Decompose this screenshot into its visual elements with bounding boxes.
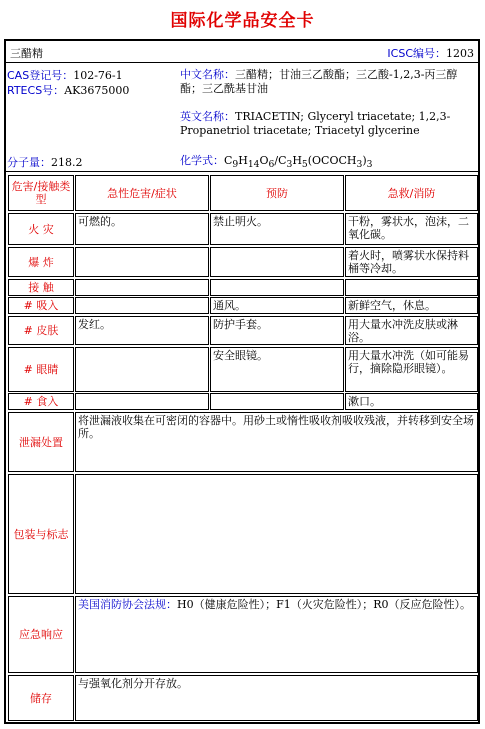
row-type-skin: # 皮肤 (8, 316, 74, 345)
emergency-text-cell (75, 596, 478, 673)
packing-label: 包装与标志 (8, 474, 74, 594)
cn-name-row (180, 68, 476, 96)
row-prevention-inhalation: 通风。 (210, 297, 344, 314)
storage-label: 储存 (8, 675, 74, 721)
row-aid-eyes: 用大量水冲洗（如可能易行，摘除隐形眼镜）。 (345, 347, 478, 392)
row-aid-ingestion: 漱口。 (345, 393, 478, 410)
emergency-label: 应急响应 (8, 596, 74, 673)
row-type-explosion: 爆 炸 (8, 247, 74, 277)
spill-text: 将泄漏液收集在可密闭的容器中。用砂土或惰性吸收剂吸收残液，并转移到安全场所。 (75, 412, 478, 472)
header-prevention: 预防 (210, 175, 344, 211)
formula-label: 化学式： (180, 154, 224, 167)
row-prevention-contact (210, 279, 344, 296)
row-aid-contact (345, 279, 478, 296)
emergency-text: H0（健康危险性）；F1（火灾危险性）；R0（反应危险性）。 (177, 598, 472, 611)
spill-label: 泄漏处置 (8, 412, 74, 472)
row-prevention-explosion (210, 247, 344, 277)
rtecs-label: RTECS号： (7, 84, 65, 97)
row-symptom-contact (75, 279, 209, 296)
name-row (6, 41, 478, 63)
identifier-block (6, 64, 478, 172)
row-symptom-ingestion (75, 393, 209, 410)
row-symptom-fire: 可燃的。 (75, 213, 209, 245)
en-name-value: TRIACETIN; Glyceryl triacetate; 1,2,3-Propanetriol triacetate; Triacetyl glycerine (180, 110, 451, 137)
icsc-value: 1203 (446, 47, 474, 60)
formula-value: $C_9H_{14}O_6/C_3H_5(OCOCH_3)_3$ (224, 154, 373, 171)
en-name-row (180, 110, 476, 138)
row-type-inhalation: # 吸入 (8, 297, 74, 314)
row-prevention-fire: 禁止明火。 (210, 213, 344, 245)
packing-text (75, 474, 478, 594)
storage-text: 与强氧化剂分开存放。 (75, 675, 478, 721)
row-type-ingestion: # 食入 (8, 393, 74, 410)
row-symptom-inhalation (75, 297, 209, 314)
row-aid-skin: 用大量水冲洗皮肤或淋浴。 (345, 316, 478, 345)
right-ids (180, 68, 476, 138)
row-prevention-skin: 防护手套。 (210, 316, 344, 345)
safety-card (4, 39, 480, 724)
row-type-contact: 接 触 (8, 279, 74, 296)
rtecs-value: AK3675000 (64, 84, 130, 97)
row-aid-inhalation: 新鲜空气，休息。 (345, 297, 478, 314)
rtecs-row (7, 83, 177, 98)
row-type-eyes: # 眼睛 (8, 347, 74, 392)
row-prevention-eyes: 安全眼镜。 (210, 347, 344, 392)
mw-row (7, 154, 83, 170)
row-aid-fire: 干粉，雾状水，泡沫，二氧化碳。 (345, 213, 478, 245)
row-symptom-explosion (75, 247, 209, 277)
formula-row (180, 152, 372, 170)
cas-row (7, 68, 177, 83)
icsc-number (387, 45, 474, 61)
en-name-label: 英文名称： (180, 110, 235, 123)
card-title: 国际化学品安全卡 (170, 11, 315, 31)
left-ids (7, 68, 177, 98)
row-prevention-ingestion (210, 393, 344, 410)
header-aid: 急救/消防 (345, 175, 478, 211)
chemical-name: 三醋精 (10, 47, 43, 60)
row-aid-explosion: 着火时，喷雾状水保持料桶等冷却。 (345, 247, 478, 277)
row-type-fire: 火 灾 (8, 213, 74, 245)
mw-label: 分子量： (7, 156, 51, 169)
header-type: 危害/接触类型 (8, 175, 74, 211)
mw-value: 218.2 (51, 156, 83, 169)
row-symptom-eyes (75, 347, 209, 392)
row-symptom-skin: 发红。 (75, 316, 209, 345)
icsc-label: ICSC编号： (387, 47, 446, 60)
cas-label: CAS登记号： (7, 69, 74, 82)
cn-name-label: 中文名称： (180, 68, 235, 81)
cas-value: 102-76-1 (73, 69, 123, 82)
header-symptom: 急性危害/症状 (75, 175, 209, 211)
emergency-prefix: 美国消防协会法规： (78, 598, 177, 611)
cn-name-value: 三醋精；甘油三乙酸酯；三乙酸-1,2,3-丙三醇酯；三乙酰基甘油 (180, 68, 458, 95)
